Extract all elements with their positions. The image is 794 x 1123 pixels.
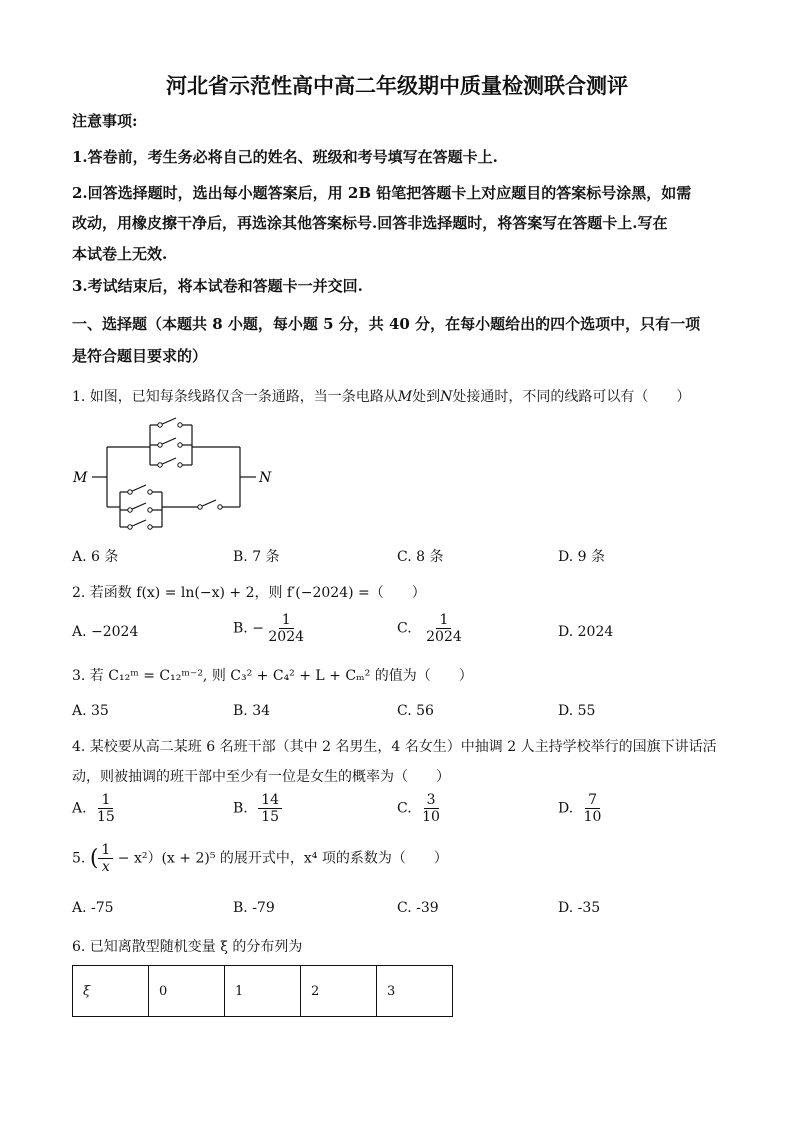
notice-heading: 注意事项: — [72, 112, 138, 130]
q4-stem-line-1: 4. 某校要从高二某班 6 名班干部（其中 2 名男生，4 名女生）中抽调 2 人主持学校举行的国旗下讲话活 — [72, 739, 717, 755]
q5-option-a: A. -75 — [72, 900, 114, 916]
q3-option-b: B. 34 — [233, 703, 271, 719]
table-cell: ξ — [73, 966, 149, 1017]
q4-stem-line-2: 动，则被抽调的班干部中至少有一位是女生的概率为（ ） — [72, 769, 450, 785]
page-title: 河北省示范性高中高二年级期中质量检测联合测评 — [166, 73, 628, 98]
q2-option-b: B. − $\frac{1}{2024}$ — [233, 612, 305, 646]
q5-option-c: C. -39 — [397, 900, 439, 916]
table-cell: 1 — [225, 966, 301, 1017]
notice-item-2-line-3: 本试卷上无效. — [72, 245, 168, 263]
q3-stem: 3. 若 C₁₂ᵐ = C₁₂ᵐ⁻², 则 C₃² + C₄² + L + Cₘ² 的值为（ ） — [72, 668, 473, 684]
notice-item-2-line-1: 2.回答选择题时，选出每小题答案后，用 2B 铅笔把答题卡上对应题目的答案标号涂黑，如需 — [72, 184, 692, 202]
q3-option-c: C. 56 — [397, 703, 434, 719]
table-cell: 3 — [377, 966, 453, 1017]
q6-stem: 6. 已知离散型随机变量 ξ 的分布列为 — [72, 939, 303, 955]
notice-item-1: 1.答卷前，考生务必将自己的姓名、班级和考号填写在答题卡上. — [72, 148, 498, 166]
q5-option-b: B. -79 — [233, 900, 275, 916]
q4-option-d: D. $\frac{7}{10}$ — [558, 792, 602, 826]
section-heading-line-2: 是符合题目要求的） — [72, 347, 208, 365]
notice-item-3: 3.考试结束后，将本试卷和答题卡一并交回. — [72, 277, 363, 295]
q4-option-b: B. $\frac{14}{15}$ — [233, 792, 282, 825]
q5-stem: 5. ( $\frac{1}{x}$ − x²）(x + 2)⁵ 的展开式中，x⁴ 项的系数为（ ） — [72, 842, 448, 876]
table-cell: 0 — [149, 966, 225, 1017]
q4-option-a: A. $\frac{1}{15}$ — [72, 792, 115, 826]
q1-option-d: D. 9 条 — [558, 549, 605, 565]
q1-option-b: B. 7 条 — [233, 549, 280, 565]
table-row — [73, 966, 453, 1017]
circuit-label-n: N — [259, 470, 272, 486]
section-heading-line-1: 一、选择题（本题共 8 小题，每小题 5 分，共 40 分，在每小题给出的四个选项中，只有一项 — [72, 315, 701, 333]
q3-option-d: D. 55 — [558, 703, 596, 719]
q1-option-a: A. 6 条 — [72, 549, 119, 565]
q4-option-c: C. $\frac{3}{10}$ — [397, 792, 440, 826]
q2-stem: 2. 若函数 f(x) = ln(−x) + 2，则 f′(−2024) =（ ） — [72, 585, 426, 601]
circuit-diagram — [70, 412, 280, 537]
q1-stem: 1. 如图，已知每条线路仅含一条通路，当一条电路从M处到N处接通时，不同的线路可以有（ ） — [72, 389, 691, 405]
q1-option-c: C. 8 条 — [397, 549, 444, 565]
notice-item-2-line-2: 改动，用橡皮擦干净后，再选涂其他答案标号.回答非选择题时，将答案写在答题卡上.写在 — [72, 214, 668, 232]
q5-option-d: D. -35 — [558, 900, 601, 916]
distribution-table — [72, 965, 453, 1017]
q2-option-d: D. 2024 — [558, 624, 614, 640]
q3-option-a: A. 35 — [72, 703, 109, 719]
table-cell: 2 — [301, 966, 377, 1017]
q2-option-a: A. −2024 — [72, 624, 139, 640]
q2-option-c: C. $\frac{1}{2024}$ — [397, 612, 462, 646]
circuit-label-m: M — [73, 470, 88, 486]
